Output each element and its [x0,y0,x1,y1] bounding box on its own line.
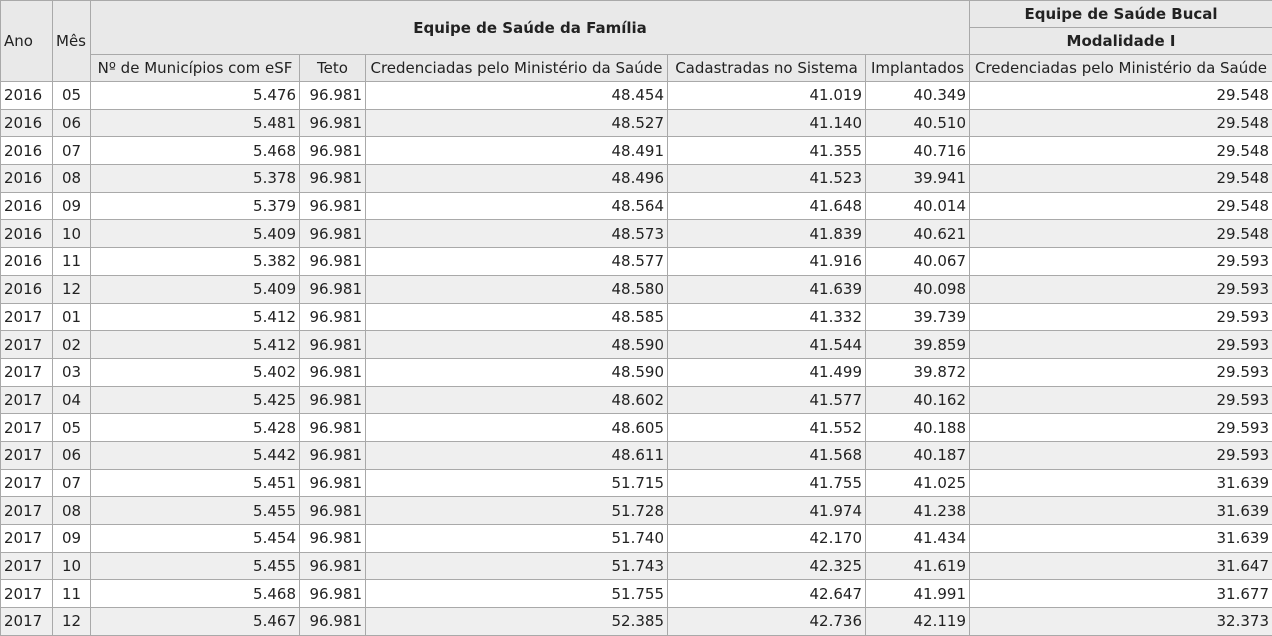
cell-municipios: 5.467 [91,608,300,636]
cell-ano: 2017 [1,441,53,469]
cell-mes: 12 [53,275,91,303]
cell-cadastradas: 41.523 [668,165,866,193]
cell-ano: 2016 [1,82,53,110]
cell-implantados: 39.941 [866,165,970,193]
cell-municipios: 5.476 [91,82,300,110]
cell-mes: 09 [53,192,91,220]
cell-mes: 01 [53,303,91,331]
cell-implantados: 40.187 [866,441,970,469]
table-row [1,275,1272,303]
cell-cadastradas: 41.019 [668,82,866,110]
cell-teto: 96.981 [300,109,366,137]
cell-esb-credenciadas: 32.373 [970,608,1272,636]
table-row [1,165,1272,193]
cell-cadastradas: 42.736 [668,608,866,636]
cell-ano: 2017 [1,525,53,553]
cell-ano: 2017 [1,580,53,608]
table-row [1,220,1272,248]
cell-mes: 03 [53,358,91,386]
cell-mes: 05 [53,414,91,442]
cell-teto: 96.981 [300,414,366,442]
table-row [1,608,1272,636]
cell-cadastradas: 41.355 [668,137,866,165]
cell-credenciadas: 48.602 [366,386,668,414]
cell-mes: 07 [53,137,91,165]
cell-implantados: 41.991 [866,580,970,608]
cell-mes: 09 [53,525,91,553]
table-header [1,1,1272,82]
cell-municipios: 5.468 [91,580,300,608]
cell-municipios: 5.451 [91,469,300,497]
cell-cadastradas: 41.639 [668,275,866,303]
cell-municipios: 5.442 [91,441,300,469]
cell-cadastradas: 41.577 [668,386,866,414]
table-row [1,82,1272,110]
cell-teto: 96.981 [300,82,366,110]
cell-ano: 2016 [1,137,53,165]
cell-teto: 96.981 [300,608,366,636]
cell-esb-credenciadas: 29.593 [970,248,1272,276]
table-row [1,386,1272,414]
cell-municipios: 5.454 [91,525,300,553]
header-municipios: Nº de Municípios com eSF [91,55,300,82]
cell-implantados: 39.872 [866,358,970,386]
cell-teto: 96.981 [300,469,366,497]
cell-municipios: 5.379 [91,192,300,220]
header-esb-group: Equipe de Saúde Bucal [970,1,1272,28]
cell-credenciadas: 51.740 [366,525,668,553]
table-row [1,414,1272,442]
cell-implantados: 42.119 [866,608,970,636]
table-row [1,248,1272,276]
cell-esb-credenciadas: 31.639 [970,469,1272,497]
table-row [1,497,1272,525]
cell-cadastradas: 41.568 [668,441,866,469]
cell-mes: 07 [53,469,91,497]
cell-municipios: 5.402 [91,358,300,386]
cell-cadastradas: 41.544 [668,331,866,359]
table-row [1,552,1272,580]
cell-ano: 2016 [1,220,53,248]
cell-ano: 2017 [1,414,53,442]
cell-municipios: 5.382 [91,248,300,276]
cell-mes: 02 [53,331,91,359]
table-row [1,441,1272,469]
cell-teto: 96.981 [300,580,366,608]
cell-implantados: 41.619 [866,552,970,580]
cell-municipios: 5.468 [91,137,300,165]
header-mes: Mês [53,1,91,82]
cell-esb-credenciadas: 29.548 [970,137,1272,165]
table-row [1,358,1272,386]
table-row [1,580,1272,608]
cell-ano: 2016 [1,165,53,193]
cell-implantados: 39.739 [866,303,970,331]
cell-mes: 04 [53,386,91,414]
table-row [1,303,1272,331]
cell-credenciadas: 52.385 [366,608,668,636]
cell-cadastradas: 41.916 [668,248,866,276]
cell-esb-credenciadas: 29.593 [970,441,1272,469]
cell-credenciadas: 51.728 [366,497,668,525]
cell-esb-credenciadas: 31.639 [970,525,1272,553]
header-implantados: Implantados [866,55,970,82]
cell-esb-credenciadas: 29.548 [970,192,1272,220]
cell-implantados: 40.621 [866,220,970,248]
table-row [1,137,1272,165]
header-credenciadas: Credenciadas pelo Ministério da Saúde [366,55,668,82]
cell-esb-credenciadas: 29.593 [970,414,1272,442]
header-cadastradas: Cadastradas no Sistema [668,55,866,82]
cell-ano: 2017 [1,552,53,580]
cell-esb-credenciadas: 29.593 [970,331,1272,359]
cell-implantados: 41.025 [866,469,970,497]
cell-credenciadas: 48.496 [366,165,668,193]
cell-mes: 06 [53,441,91,469]
cell-esb-credenciadas: 29.548 [970,82,1272,110]
cell-implantados: 39.859 [866,331,970,359]
cell-teto: 96.981 [300,275,366,303]
cell-cadastradas: 41.839 [668,220,866,248]
cell-teto: 96.981 [300,220,366,248]
cell-esb-credenciadas: 29.593 [970,303,1272,331]
header-esb-credenciadas: Credenciadas pelo Ministério da Saúde [970,55,1272,82]
cell-esb-credenciadas: 29.548 [970,109,1272,137]
cell-credenciadas: 48.454 [366,82,668,110]
cell-ano: 2016 [1,192,53,220]
cell-cadastradas: 41.332 [668,303,866,331]
cell-municipios: 5.455 [91,497,300,525]
header-esb-modalidade: Modalidade I [970,28,1272,55]
cell-mes: 05 [53,82,91,110]
table-row [1,331,1272,359]
cell-credenciadas: 48.564 [366,192,668,220]
cell-teto: 96.981 [300,331,366,359]
cell-mes: 11 [53,248,91,276]
cell-implantados: 40.510 [866,109,970,137]
cell-credenciadas: 51.755 [366,580,668,608]
cell-municipios: 5.412 [91,303,300,331]
cell-ano: 2017 [1,608,53,636]
header-esf-group: Equipe de Saúde da Família [91,1,970,55]
cell-mes: 06 [53,109,91,137]
cell-municipios: 5.455 [91,552,300,580]
cell-credenciadas: 48.605 [366,414,668,442]
cell-municipios: 5.481 [91,109,300,137]
cell-credenciadas: 48.577 [366,248,668,276]
cell-ano: 2016 [1,248,53,276]
table-body [1,82,1272,636]
cell-ano: 2017 [1,358,53,386]
cell-teto: 96.981 [300,552,366,580]
cell-credenciadas: 48.527 [366,109,668,137]
cell-esb-credenciadas: 29.593 [970,386,1272,414]
cell-cadastradas: 41.140 [668,109,866,137]
cell-implantados: 40.349 [866,82,970,110]
cell-ano: 2016 [1,109,53,137]
header-teto: Teto [300,55,366,82]
cell-cadastradas: 41.499 [668,358,866,386]
cell-credenciadas: 48.491 [366,137,668,165]
cell-esb-credenciadas: 31.639 [970,497,1272,525]
cell-credenciadas: 48.580 [366,275,668,303]
cell-mes: 10 [53,552,91,580]
cell-municipios: 5.409 [91,220,300,248]
table-row [1,469,1272,497]
cell-credenciadas: 51.715 [366,469,668,497]
cell-municipios: 5.428 [91,414,300,442]
cell-teto: 96.981 [300,303,366,331]
cell-credenciadas: 48.573 [366,220,668,248]
header-ano: Ano [1,1,53,82]
cell-teto: 96.981 [300,441,366,469]
cell-teto: 96.981 [300,137,366,165]
cell-ano: 2016 [1,275,53,303]
cell-cadastradas: 42.647 [668,580,866,608]
cell-municipios: 5.412 [91,331,300,359]
cell-teto: 96.981 [300,525,366,553]
cell-implantados: 41.238 [866,497,970,525]
cell-cadastradas: 42.170 [668,525,866,553]
cell-implantados: 40.067 [866,248,970,276]
cell-mes: 10 [53,220,91,248]
cell-credenciadas: 48.590 [366,331,668,359]
cell-implantados: 40.098 [866,275,970,303]
cell-cadastradas: 41.648 [668,192,866,220]
cell-credenciadas: 48.585 [366,303,668,331]
cell-teto: 96.981 [300,165,366,193]
cell-esb-credenciadas: 31.647 [970,552,1272,580]
table-row [1,109,1272,137]
cell-mes: 08 [53,165,91,193]
cell-ano: 2017 [1,331,53,359]
cell-esb-credenciadas: 29.593 [970,275,1272,303]
cell-implantados: 41.434 [866,525,970,553]
cell-implantados: 40.188 [866,414,970,442]
cell-mes: 08 [53,497,91,525]
cell-ano: 2017 [1,497,53,525]
cell-municipios: 5.409 [91,275,300,303]
cell-ano: 2017 [1,469,53,497]
cell-credenciadas: 48.590 [366,358,668,386]
cell-teto: 96.981 [300,248,366,276]
cell-credenciadas: 51.743 [366,552,668,580]
cell-ano: 2017 [1,303,53,331]
table-row [1,525,1272,553]
table-row [1,192,1272,220]
cell-esb-credenciadas: 29.548 [970,165,1272,193]
cell-implantados: 40.014 [866,192,970,220]
cell-cadastradas: 41.755 [668,469,866,497]
cell-municipios: 5.425 [91,386,300,414]
cell-ano: 2017 [1,386,53,414]
cell-esb-credenciadas: 29.593 [970,358,1272,386]
cell-esb-credenciadas: 31.677 [970,580,1272,608]
cell-implantados: 40.162 [866,386,970,414]
cell-cadastradas: 41.974 [668,497,866,525]
cell-teto: 96.981 [300,192,366,220]
cell-teto: 96.981 [300,358,366,386]
cell-cadastradas: 41.552 [668,414,866,442]
cell-esb-credenciadas: 29.548 [970,220,1272,248]
cell-cadastradas: 42.325 [668,552,866,580]
cell-municipios: 5.378 [91,165,300,193]
cell-mes: 12 [53,608,91,636]
cell-credenciadas: 48.611 [366,441,668,469]
cell-mes: 11 [53,580,91,608]
cell-implantados: 40.716 [866,137,970,165]
cell-teto: 96.981 [300,386,366,414]
cell-teto: 96.981 [300,497,366,525]
